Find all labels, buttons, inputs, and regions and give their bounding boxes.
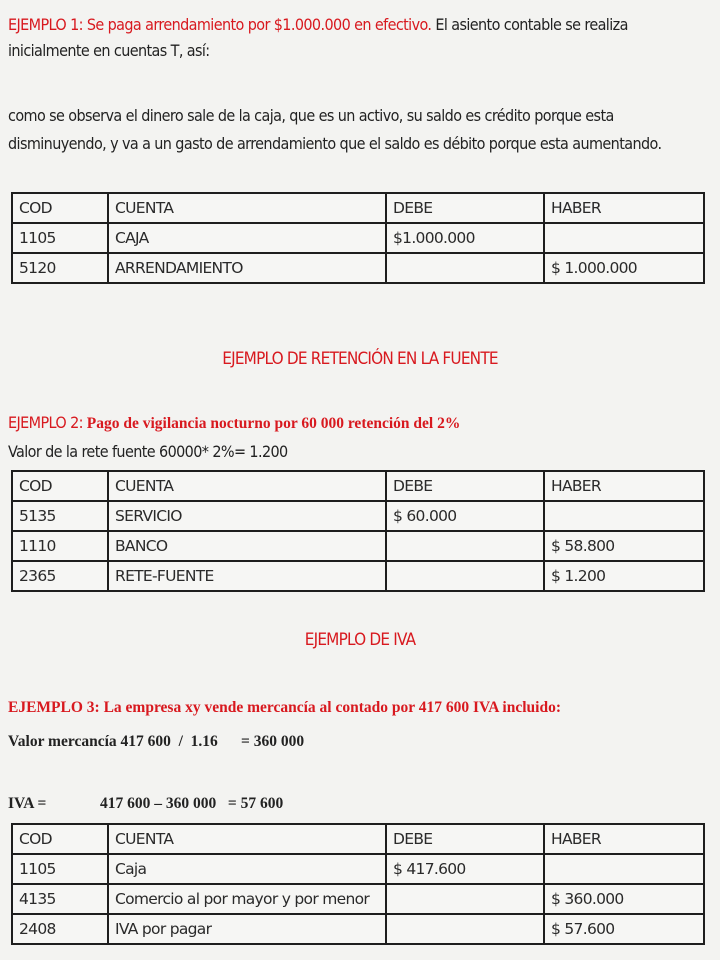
cell-cod: 2365 (12, 561, 108, 591)
cell-debe (386, 561, 544, 591)
section-title-retencion: EJEMPLO DE RETENCIÓN EN LA FUENTE (222, 349, 498, 369)
header-cod: COD (12, 824, 108, 854)
example1-explanation-line1: como se observa el dinero sale de la caja, que es un activo, su saldo es crédito porque esta (8, 106, 614, 125)
table-row (12, 561, 704, 591)
cell-debe (386, 531, 544, 561)
cell-cod: 1105 (12, 223, 108, 253)
cell-haber (544, 501, 704, 531)
cell-haber: $ 360.000 (544, 884, 704, 914)
cell-cuenta: Caja (108, 854, 386, 884)
cell-cuenta: Comercio al por mayor y por menor (108, 884, 386, 914)
cell-cod: 1110 (12, 531, 108, 561)
table-row (12, 501, 704, 531)
example1-heading (8, 14, 628, 36)
cell-cod: 4135 (12, 884, 108, 914)
example1-heading-highlight: EJEMPLO 1: Se paga arrendamiento por $1.000.000 en efectivo. (8, 15, 432, 34)
cell-cod: 2408 (12, 914, 108, 944)
example3-calc-iva-value: 417 600 – 360 000 = 57 600 (100, 795, 284, 812)
example2-label: EJEMPLO 2: (8, 413, 83, 432)
example2-calc: Valor de la rete fuente 60000* 2%= 1.200 (8, 442, 288, 461)
cell-cuenta: ARRENDAMIENTO (108, 253, 386, 283)
section-title-iva: EJEMPLO DE IVA (304, 630, 416, 650)
table-row (12, 854, 704, 884)
table-header-row (12, 193, 704, 223)
cell-debe: $1.000.000 (386, 223, 544, 253)
table-row (12, 914, 704, 944)
example3-heading: EJEMPLO 3: La empresa xy vende mercancía al contado por 417 600 IVA incluido: (8, 699, 561, 716)
cell-haber: $ 57.600 (544, 914, 704, 944)
table-header-row (12, 824, 704, 854)
cell-haber: $ 1.200 (544, 561, 704, 591)
example3-calc-iva-label: IVA = (8, 795, 47, 812)
ledger-table-example2 (11, 470, 705, 592)
ledger-table-example3 (11, 823, 705, 945)
table-row (12, 223, 704, 253)
cell-debe: $ 60.000 (386, 501, 544, 531)
cell-cuenta: BANCO (108, 531, 386, 561)
header-cuenta: CUENTA (108, 824, 386, 854)
example1-heading-rest: El asiento contable se realiza (431, 15, 628, 34)
cell-debe (386, 253, 544, 283)
cell-haber (544, 854, 704, 884)
cell-cuenta: CAJA (108, 223, 386, 253)
header-debe: DEBE (386, 824, 544, 854)
header-haber: HABER (544, 824, 704, 854)
cell-debe (386, 914, 544, 944)
example2-heading (8, 413, 460, 433)
header-haber: HABER (544, 193, 704, 223)
cell-haber (544, 223, 704, 253)
header-haber: HABER (544, 471, 704, 501)
header-cuenta: CUENTA (108, 471, 386, 501)
table-header-row (12, 471, 704, 501)
cell-cuenta: RETE-FUENTE (108, 561, 386, 591)
cell-haber: $ 1.000.000 (544, 253, 704, 283)
cell-debe (386, 884, 544, 914)
cell-cod: 1105 (12, 854, 108, 884)
ledger-table-example1 (11, 192, 705, 284)
example2-heading-text: Pago de vigilancia nocturno por 60 000 retención del 2% (82, 415, 461, 432)
example1-intro-line: inicialmente en cuentas T, así: (8, 41, 210, 60)
example1-explanation-line2: disminuyendo, y va a un gasto de arrendamiento que el saldo es débito porque esta aumentando. (8, 134, 662, 153)
header-debe: DEBE (386, 471, 544, 501)
header-cuenta: CUENTA (108, 193, 386, 223)
table-row (12, 884, 704, 914)
example3-calc-valor: Valor mercancía 417 600 / 1.16 = 360 000 (8, 733, 305, 750)
cell-cuenta: IVA por pagar (108, 914, 386, 944)
table-row (12, 531, 704, 561)
cell-debe: $ 417.600 (386, 854, 544, 884)
cell-cod: 5120 (12, 253, 108, 283)
header-debe: DEBE (386, 193, 544, 223)
cell-cod: 5135 (12, 501, 108, 531)
cell-cuenta: SERVICIO (108, 501, 386, 531)
header-cod: COD (12, 471, 108, 501)
header-cod: COD (12, 193, 108, 223)
cell-haber: $ 58.800 (544, 531, 704, 561)
table-row (12, 253, 704, 283)
